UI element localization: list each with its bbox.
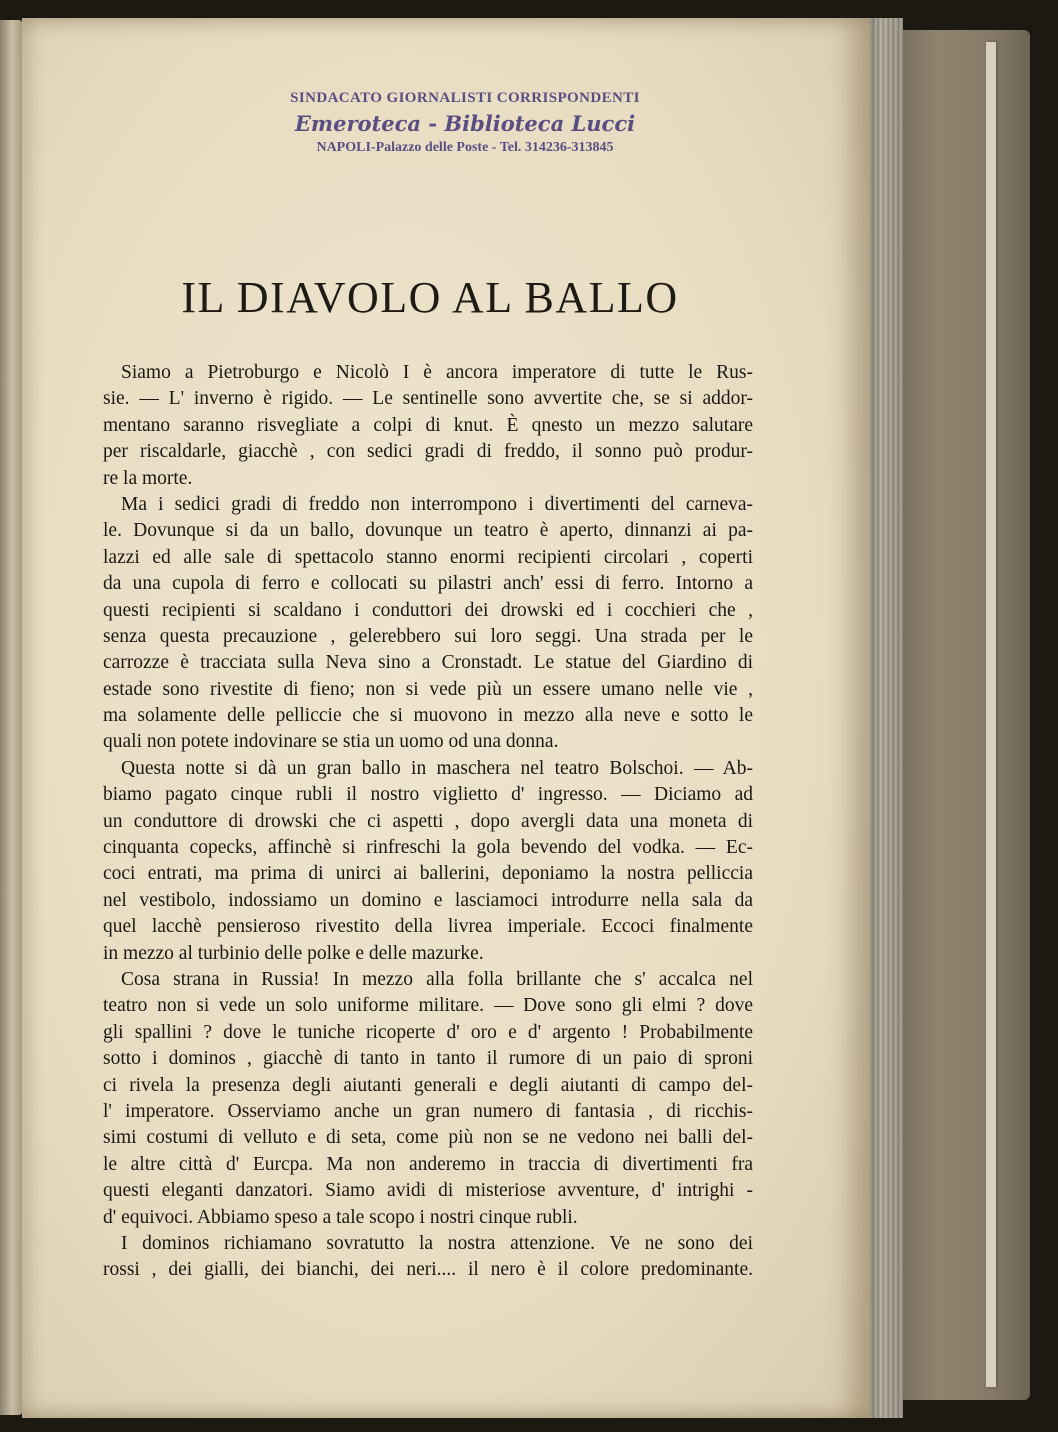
text-line: le. Dovunque si da un ballo, dovunque un teatro è aperto, dinnanzi ai pa- xyxy=(103,520,753,542)
text-line: rossi , dei gialli, dei bianchi, dei neri.... il nero è il colore predominante. xyxy=(103,1259,753,1281)
text-line: quel lacchè pensieroso rivestito della livrea imperiale. Eccoci finalmente xyxy=(103,916,753,938)
text-line: le altre città d' Eurcpa. Ma non anderemo in traccia di divertimenti fra xyxy=(103,1153,753,1175)
text-line: questi eleganti danzatori. Siamo avidi di misteriose avventure, d' intrighi - xyxy=(103,1180,753,1202)
text-line: ci rivela la presenza degli aiutanti generali e degli aiutanti di campo del- xyxy=(103,1074,753,1096)
body-text xyxy=(103,360,753,1284)
text-line: questi recipienti si scaldano i conduttori dei drowski ed i cocchieri che , xyxy=(103,599,753,621)
page-block-edge xyxy=(868,18,903,1418)
text-line: gli spallini ? dove le tuniche ricoperte d' oro e d' argento ! Probabilmente xyxy=(103,1021,753,1043)
text-line: senza questa precauzione , gelerebbero sui loro seggi. Una strada per le xyxy=(103,625,753,647)
text-line: sie. — L' inverno è rigido. — Le sentinelle sono avvertite che, se si addor- xyxy=(103,388,753,410)
text-line: estade sono rivestite di fieno; non si vede più un essere umano nelle vie , xyxy=(103,678,753,700)
text-line: re la morte. xyxy=(103,467,193,489)
text-line: cinquanta copecks, affinchè si rinfreschi la gola bevendo del vodka. — Ec- xyxy=(103,837,753,859)
chapter-title: IL DIAVOLO AL BALLO xyxy=(181,273,679,322)
text-line: un conduttore di drowski che ci aspetti , dopo avergli data una moneta di xyxy=(103,810,753,832)
text-line: I dominos richiamano sovratutto la nostra attenzione. Ve ne sono dei xyxy=(121,1232,753,1254)
stamp-address: NAPOLI-Palazzo delle Poste - Tel. 314236-313845 xyxy=(316,140,614,155)
book-cover xyxy=(900,30,1030,1400)
stamp-organization: SINDACATO GIORNALISTI CORRISPONDENTI xyxy=(290,90,640,106)
text-line: Questa notte si dà un gran ballo in maschera nel teatro Bolschoi. — Ab- xyxy=(121,757,753,779)
text-line: biamo pagato cinque rubli il nostro viglietto d' ingresso. — Diciamo ad xyxy=(103,784,753,806)
text-line: nel vestibolo, indossiamo un domino e lasciamoci introdurre nella sala da xyxy=(103,889,753,911)
text-line: per riscaldarle, giacchè , con sedici gradi di freddo, il sonno può produr- xyxy=(103,441,753,463)
previous-page-edge xyxy=(0,20,22,1415)
text-line: in mezzo al turbinio delle polke e delle mazurke. xyxy=(103,942,484,964)
cover-spine-band xyxy=(986,42,996,1387)
text-line: teatro non si vede un solo uniforme militare. — Dove sono gli elmi ? dove xyxy=(103,995,753,1017)
text-line: mentano saranno risvegliate a colpi di knut. È qnesto un mezzo salutare xyxy=(103,414,753,436)
text-line: lazzi ed alle sale di spettacolo stanno enormi recipienti circolari , coperti xyxy=(103,546,753,568)
stamp-library-name: Emeroteca - Biblioteca Lucci xyxy=(294,111,636,136)
text-line: carrozze è tracciata sulla Neva sino a Cronstadt. Le statue del Giardino di xyxy=(103,652,753,674)
text-line: simi costumi di velluto e di seta, come più non se ne vedono nei balli del- xyxy=(103,1127,753,1149)
library-stamp xyxy=(255,90,675,156)
text-line: d' equivoci. Abbiamo speso a tale scopo i nostri cinque rubli. xyxy=(103,1206,578,1228)
text-line: Siamo a Pietroburgo e Nicolò I è ancora imperatore di tutte le Rus- xyxy=(121,362,753,383)
text-line: quali non potete indovinare se stia un uomo od una donna. xyxy=(103,731,559,753)
text-line: coci entrati, ma prima di unirci ai ballerini, deponiamo la nostra pelliccia xyxy=(103,863,753,885)
text-line: Ma i sedici gradi di freddo non interrompono i divertimenti del carneva- xyxy=(121,493,753,515)
text-line: sotto i dominos , giacchè di tanto in tanto il rumore di un paio di sproni xyxy=(103,1048,753,1070)
text-line: ma solamente delle pelliccie che si muovono in mezzo alla neve e sotto le xyxy=(103,705,753,727)
text-line: da una cupola di ferro e collocati su pilastri anch' essi di ferro. Intorno a xyxy=(103,573,753,595)
text-line: Cosa strana in Russia! In mezzo alla folla brillante che s' accalca nel xyxy=(121,968,753,990)
text-line: l' imperatore. Osserviamo anche un gran numero di fantasia , di ricchis- xyxy=(103,1100,753,1122)
